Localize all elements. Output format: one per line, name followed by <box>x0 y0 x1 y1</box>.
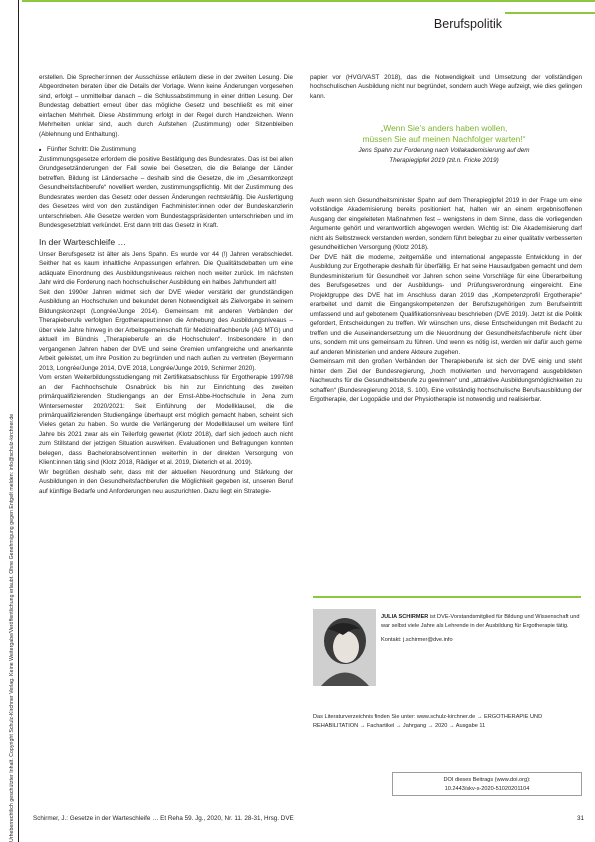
attribution-line: Therapiegipfel 2019 (zit.n. Fricke 2019) <box>389 157 499 165</box>
quote-line: „Wenn Sie’s anders haben wollen, <box>380 123 508 133</box>
paragraph: Wir begrüßen deshalb sehr, dass mit der aktuellen Neuordnung und Stärkung der Ausbildungen in den Gesundheitsfachberufen die Möglichkeit gegeben ist, unseren Beruf auf künftige Bedarfe und Anforderungen neu auszurichten. Dazu liegt ein Strategie- <box>39 468 293 495</box>
copyright-notice: Urheberrechtlich geschützter Inhalt. Copyright Schulz-Kirchner Verlag. Keine Weitergabe/Veröffentlichung erlaubt. Ohne Genehmigung gegen Entgelt melden: info@schulz-kirchner.de <box>9 413 15 842</box>
author-description: ist DVE-Vorstandsmitglied für Bildung und Wissenschaft und war selbst viele Jahre als Lehrende in der Ausbildung für Ergotherapie tätig. <box>381 614 580 630</box>
paragraph: Auch wenn sich Gesundheitsminister Spahn auf dem Therapiegipfel 2019 in der Frage um eine vollständige Akademisierung bereits positioniert hat, halten wir an einem ergebnisoffenen Ausgang der eingeleiteten Maßnahmen fest – wenigstens in dem Sinne, dass die vorliegenden Argumente gehört und verantwortlich abgewogen werden. Wichtig ist: Die Akademisierung darf nicht als Selbstzweck verstanden werden, sondern führt belegbar zu einer qualitativ verbesserten gesundheitlichen Versorgung (Klotz 2018). <box>310 197 582 252</box>
section-accent-bar <box>505 12 595 14</box>
left-column <box>39 73 293 496</box>
page-number: 31 <box>577 815 585 822</box>
subheading: In der Warteschleife … <box>39 236 127 247</box>
author-contact: Kontakt: j.schirmer@dve.info <box>381 637 453 644</box>
paragraph: Vom ersten Weiterbildungsstudiengang mit Zertifikatsabschluss für Ergotherapie 1997/98 an der Fachhochschule Osnabrück bis hin zur Einrichtung des zweiten primärqualifizierenden Studiengangs an der Ernst-Abbe-Hochschule in Jena zum Wintersemester 2020/2021: Seit Einführung der Modellklausel, die die primärqualifizierenden Studiengänge überhaupt erst möglich gemacht haben, scheint sich Vieles getan zu haben. So wurde die Verlängerung der Modellklausel um weitere fünf Jahre bis 2021 zwar als ein Teilerfolg gewertet (Klotz 2018), darf sich jedoch auch nicht zum Stillstand der jetzigen Situation auswirken. Evaluationen und Befragungen konnten belegen, dass Bachelorabsolvent:innen weiterhin in der direkten Versorgung von Klient:innen tätig sind (Klotz 2018, Rädiger et al. 2019, Dieterich et al. 2019). <box>39 374 293 467</box>
paragraph: Gemeinsam mit den großen Verbänden der Therapieberufe ist sich der DVE einig und steht hinter dem Ziel der Bundesregierung, „hoch motivierten und hervorragend ausgebildeten Nachwuchs für die Gesundheitsberufe zu gewinnen“ und „attraktive Ausbildungsmöglichkeiten zu schaffen“ (Bundesregierung 2018, S. 100). Eine vollständig hochschulische Berufsausbildung der Ergotherapie, der Logopädie und der Physiotherapie ist notwendig und realisierbar. <box>310 358 582 404</box>
right-column-top <box>310 73 582 101</box>
pull-quote <box>307 123 581 166</box>
author-bio <box>381 613 581 646</box>
doi-box <box>392 772 582 796</box>
paragraph: Seit den 1990er Jahren widmet sich der DVE wieder verstärkt der grundständigen Ausbildung an Hochschulen und bekundet deren Notwendigkeit als Zielvorgabe in seinem Bildungskonzept (Longrée/Junge 2014). Gemeinsam mit anderen Verbänden der Therapieberufe verfolgten Ergotherapeut:innen die Anhebung des Ausbildungsniveaus – über viele Jahre hinweg in der Arbeitsgemeinschaft für Medizinalfachberufe (AG MTG) und aktuell im Bündnis „Therapieberufe an die Hochschulen“. Insbesondere in den vergangenen Jahren haben der DVE und seine Gremien umfangreiche und anerkannte Arbeit geleistet, um ihre Position zu begründen und nach außen zu vertreten (Beyermann 2013, Longrée/Junge 2014, DVE 2018, Longrée/Junge 2019, Schirmer 2020). <box>39 288 293 372</box>
margin-rule <box>18 0 19 842</box>
author-photo <box>313 609 376 686</box>
quote-line: müssen Sie auf meinen Nachfolger warten!“ <box>362 133 526 144</box>
doi-value: 10.2443/skv-s-2020-51020201104 <box>444 785 530 792</box>
quote-attribution <box>307 146 581 166</box>
copyright-sidebar <box>0 0 18 842</box>
right-column-main <box>310 196 582 405</box>
paragraph: Der DVE hält die moderne, zeitgemäße und international angepasste Entwicklung in der Ausbildung zur Ergotherapie deshalb für überfällig. Er hat seine Hausaufgaben gemacht und dem Bundesministerium für Gesundheit vor Jahren schon seine Vorschläge für eine Überarbeitung des Berufsgesetzes und der Ausbildungs- und Prüfungsverordnung eingereicht. Eine Projektgruppe des DVE hat im Anschluss daran 2019 das „Kompetenzprofil Ergotherapie“ erarbeitet und damit die Eingangskompetenzen der Berufszugehörigen zum Berufseintritt umfassend und auf gebotenem Qualifikationsniveau beschrieben (DVE 2019). Jetzt ist die Politik gefordert, Entscheidungen zu treffen. Wir wünschen uns, diese Entscheidungen mit Bedacht zu treffen und die Auseinandersetzung um die Neuordnung der Gesundheitsfachberufe nicht über uns, sondern mit uns gemeinsam zu führen. Und wenn es nötig ist, werden wir dafür auch gerne auf anderen Ministerien und andere Akteure zugehen. <box>310 253 582 356</box>
literature-note: Das Literaturverzeichnis finden Sie unter: www.schulz-kirchner.de → ERGOTHERAPIE UND REHABILITATION → Fachartikel → Jahrgang → 2020 → Ausgabe 11 <box>313 714 543 729</box>
author-name: JULIA SCHIRMER <box>381 614 429 620</box>
doi-label: DOI dieses Beitrags (www.doi.org): <box>443 777 531 783</box>
section-title: Berufspolitik <box>433 17 502 31</box>
paragraph: Zustimmungsgesetze erfordern die positive Bestätigung des Bundesrates. Das ist bei allen Grundgesetzänderungen der Fall sowie bei Gesetzen, die die Belange der Länder betreffen. Bildung ist Ländersache – deshalb sind die Gesetze, die im „Gesamtkonzept Gesundheitsfachberufe“ novelliert werden, zustimmungspflichtig. Mit der Zustimmung des Bundesrates werden das Gesetz oder dessen Änderungen rechtskräftig. Die Ausfertigung des Gesetzes wird von den zuständigen Fachminister:innen oder der Bundeskanzlerin unterschrieben. Alle Gesetze werden vom Bundestagspräsidenten unterschrieben und im Bundesgesetzblatt verkündet. Erst dann tritt das Gesetz in Kraft. <box>39 155 293 230</box>
attribution-line: Jens Spahn zur Forderung nach Vollakademisierung auf dem <box>358 147 530 155</box>
paragraph: erstellen. Die Sprecher:innen der Ausschüsse erläutern diese in der zweiten Lesung. Die Abgeordneten beraten über die Details der Vorlage. Wenn keine Änderungen vorgesehen sind, erfolgt – unmittelbar danach – die Schlussabstimmung in einer dritten Lesung. Der Bundestag debattiert erneut über das mögliche Gesetz und beschließt es mit einer einfachen Mehrheit. Diese Abstimmung erfolgt in der Regel durch Handzeichen. Wenn Mehrheiten unklar sind, auch durch Aufstehen (Zustimmung) oder Sitzenbleiben (Ablehnung und Enthaltung). <box>39 74 293 138</box>
author-divider <box>313 596 581 598</box>
paragraph: Unser Berufsgesetz ist älter als Jens Spahn. Es wurde vor 44 (!) Jahren verabschiedet. Seither hat es kaum inhaltliche Anpassungen erfahren. Die Qualitätsdebatten um eine adäquate Einordnung des Ausbildungsniveaus reichen noch weiter zurück. Im nächsten Jahr wird die Forderung nach hochschulischer Ausbildung ein halbes Jahrhundert alt! <box>39 250 293 287</box>
portrait-image <box>313 609 376 686</box>
top-accent-bar <box>22 0 595 2</box>
paragraph: papier vor (HVG/VAST 2018), das die Notwendigkeit und Umsetzung der vollständigen hochschulischen Ausbildung nicht nur begründet, sondern auch Wege aufzeigt, wie dies gelingen kann. <box>310 74 582 100</box>
bullet-heading: ■ Fünfter Schritt: Die Zustimmung <box>39 145 293 154</box>
footer-citation: Schirmer, J.: Gesetze in der Warteschleife … Et Reha 59. Jg., 2020, Nr. 11. 28-31, Hrsg. DVE <box>33 815 294 822</box>
